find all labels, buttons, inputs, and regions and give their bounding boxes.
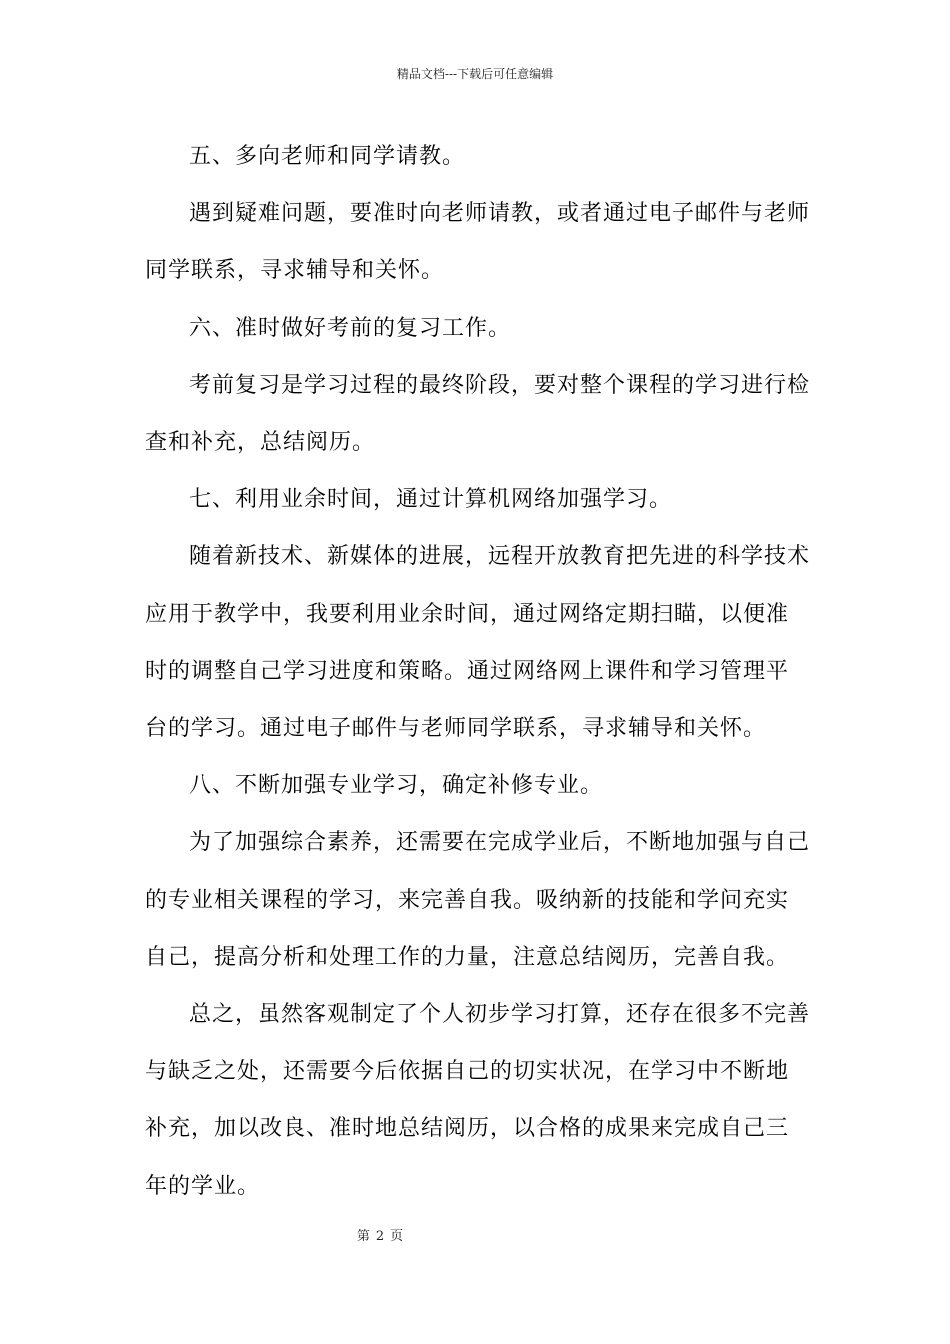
section-heading-6: 六、准时做好考前的复习工作。 bbox=[189, 315, 512, 341]
conclusion-paragraph: 总之，虽然客观制定了个人初步学习打算，还存在很多不完善与缺乏之处，还需要今后依据自己的切实状况，在学习中不断地补充，加以改良、准时地总结阅历，以合格的成果来完成自己三年的学业。 bbox=[145, 1002, 811, 1199]
page-header: 精品文档---下载后可任意编辑 bbox=[396, 67, 554, 81]
body-paragraph: 遇到疑难问题，要准时向老师请教，或者通过电子邮件与老师同学联系，寻求辅导和关怀。 bbox=[145, 201, 811, 284]
section-heading-7: 七、利用业余时间，通过计算机网络加强学习。 bbox=[189, 487, 673, 513]
body-paragraph: 随着新技术、新媒体的进展，远程开放教育把先进的科学技术应用于教学中，我要利用业余时间，通过网络定期扫瞄，以便准时的调整自己学习进度和策略。通过网络网上课件和学习管理平台的学习。通过电子邮件与老师同学联系，寻求辅导和关怀。 bbox=[145, 544, 811, 742]
section-heading-8: 八、不断加强专业学习，确定补修专业。 bbox=[189, 773, 604, 799]
body-paragraph: 为了加强综合素养，还需要在完成学业后，不断地加强与自己的专业相关课程的学习，来完善自我。吸纳新的技能和学问充实自己，提高分析和处理工作的力量，注意总结阅历，完善自我。 bbox=[145, 830, 811, 970]
page-number-suffix: 页 bbox=[390, 1229, 404, 1244]
body-paragraph: 考前复习是学习过程的最终阶段，要对整个课程的学习进行检查和补充，总结阅历。 bbox=[145, 372, 811, 456]
section-heading-5: 五、多向老师和同学请教。 bbox=[189, 144, 466, 169]
page-number: 2 bbox=[375, 1229, 385, 1244]
page-footer bbox=[0, 1228, 760, 1246]
page-number-prefix: 第 bbox=[356, 1229, 370, 1244]
document-body bbox=[145, 128, 811, 1215]
